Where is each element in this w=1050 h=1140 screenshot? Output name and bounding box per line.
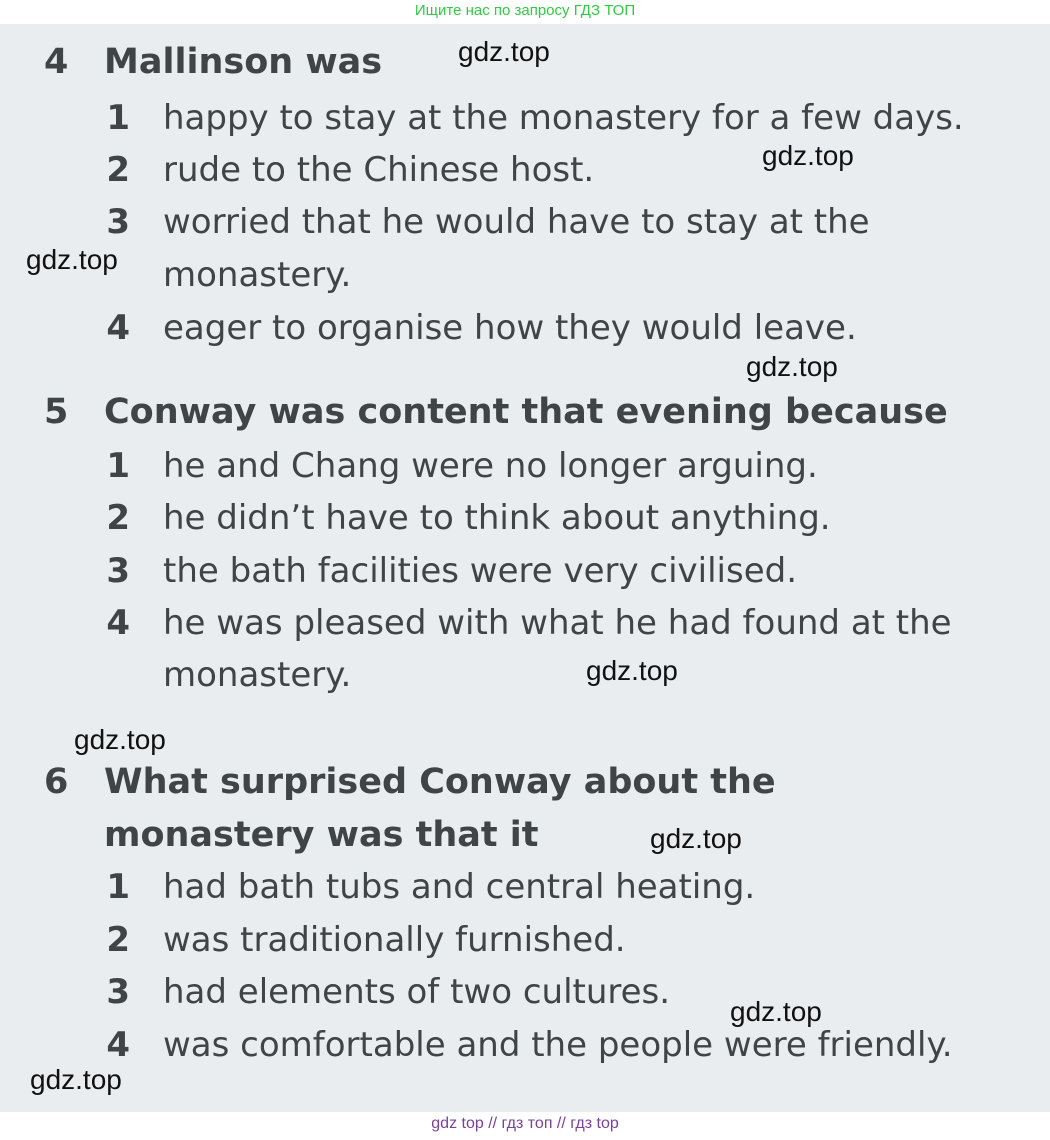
q6-option-1-number: 1 [106,867,130,907]
q6-option-2-number: 2 [106,920,130,960]
question-5-stem: Conway was content that evening because [104,392,948,432]
watermark: gdz.top [730,996,822,1027]
q6-option-3-text: had elements of two cultures. [163,972,671,1012]
q5-option-3-number: 3 [106,551,130,591]
q4-option-4-number: 4 [106,308,130,348]
q5-option-3-text: the bath facilities were very civilised. [163,551,798,591]
watermark: gdz.top [74,724,166,755]
q5-option-4-number: 4 [106,603,130,643]
question-4-stem: Mallinson was [104,42,383,82]
q6-option-1-text: had bath tubs and central heating. [163,867,756,907]
q4-option-4-text: eager to organise how they would leave. [163,308,857,348]
q4-option-3-number: 3 [106,202,130,242]
footer-links[interactable]: gdz top // гдз топ // гдз top [431,1115,619,1132]
q5-option-2-number: 2 [106,498,130,538]
watermark: gdz.top [586,655,678,686]
watermark: gdz.top [650,823,742,854]
q6-option-3-number: 3 [106,972,130,1012]
watermark: gdz.top [762,140,854,171]
question-6-stem-cont: monastery was that it [104,815,539,855]
q6-option-4-number: 4 [106,1025,130,1065]
question-6-number: 6 [44,762,69,802]
q5-option-1-number: 1 [106,446,130,486]
q4-option-2-number: 2 [106,150,130,190]
question-4-number: 4 [44,42,69,82]
search-banner[interactable]: Ищите нас по запросу ГДЗ ТОП [414,2,636,19]
q4-option-2-text: rude to the Chinese host. [163,150,595,190]
q5-option-1-text: he and Chang were no longer arguing. [163,446,818,486]
q4-option-3-text-cont: monastery. [163,255,352,295]
question-5-number: 5 [44,392,69,432]
q4-option-1-number: 1 [106,98,130,138]
q6-option-4-text: was comfortable and the people were friendly. [163,1025,953,1065]
q4-option-1-text: happy to stay at the monastery for a few days. [163,98,964,138]
q5-option-2-text: he didn’t have to think about anything. [163,498,831,538]
q5-option-4-text-cont: monastery. [163,655,352,695]
watermark: gdz.top [458,36,550,67]
watermark: gdz.top [30,1064,122,1095]
watermark: gdz.top [746,351,838,382]
q4-option-3-text: worried that he would have to stay at the [163,202,870,242]
q5-option-4-text: he was pleased with what he had found at the [163,603,952,643]
watermark: gdz.top [26,244,118,275]
question-6-stem: What surprised Conway about the [104,762,776,802]
q6-option-2-text: was traditionally furnished. [163,920,626,960]
